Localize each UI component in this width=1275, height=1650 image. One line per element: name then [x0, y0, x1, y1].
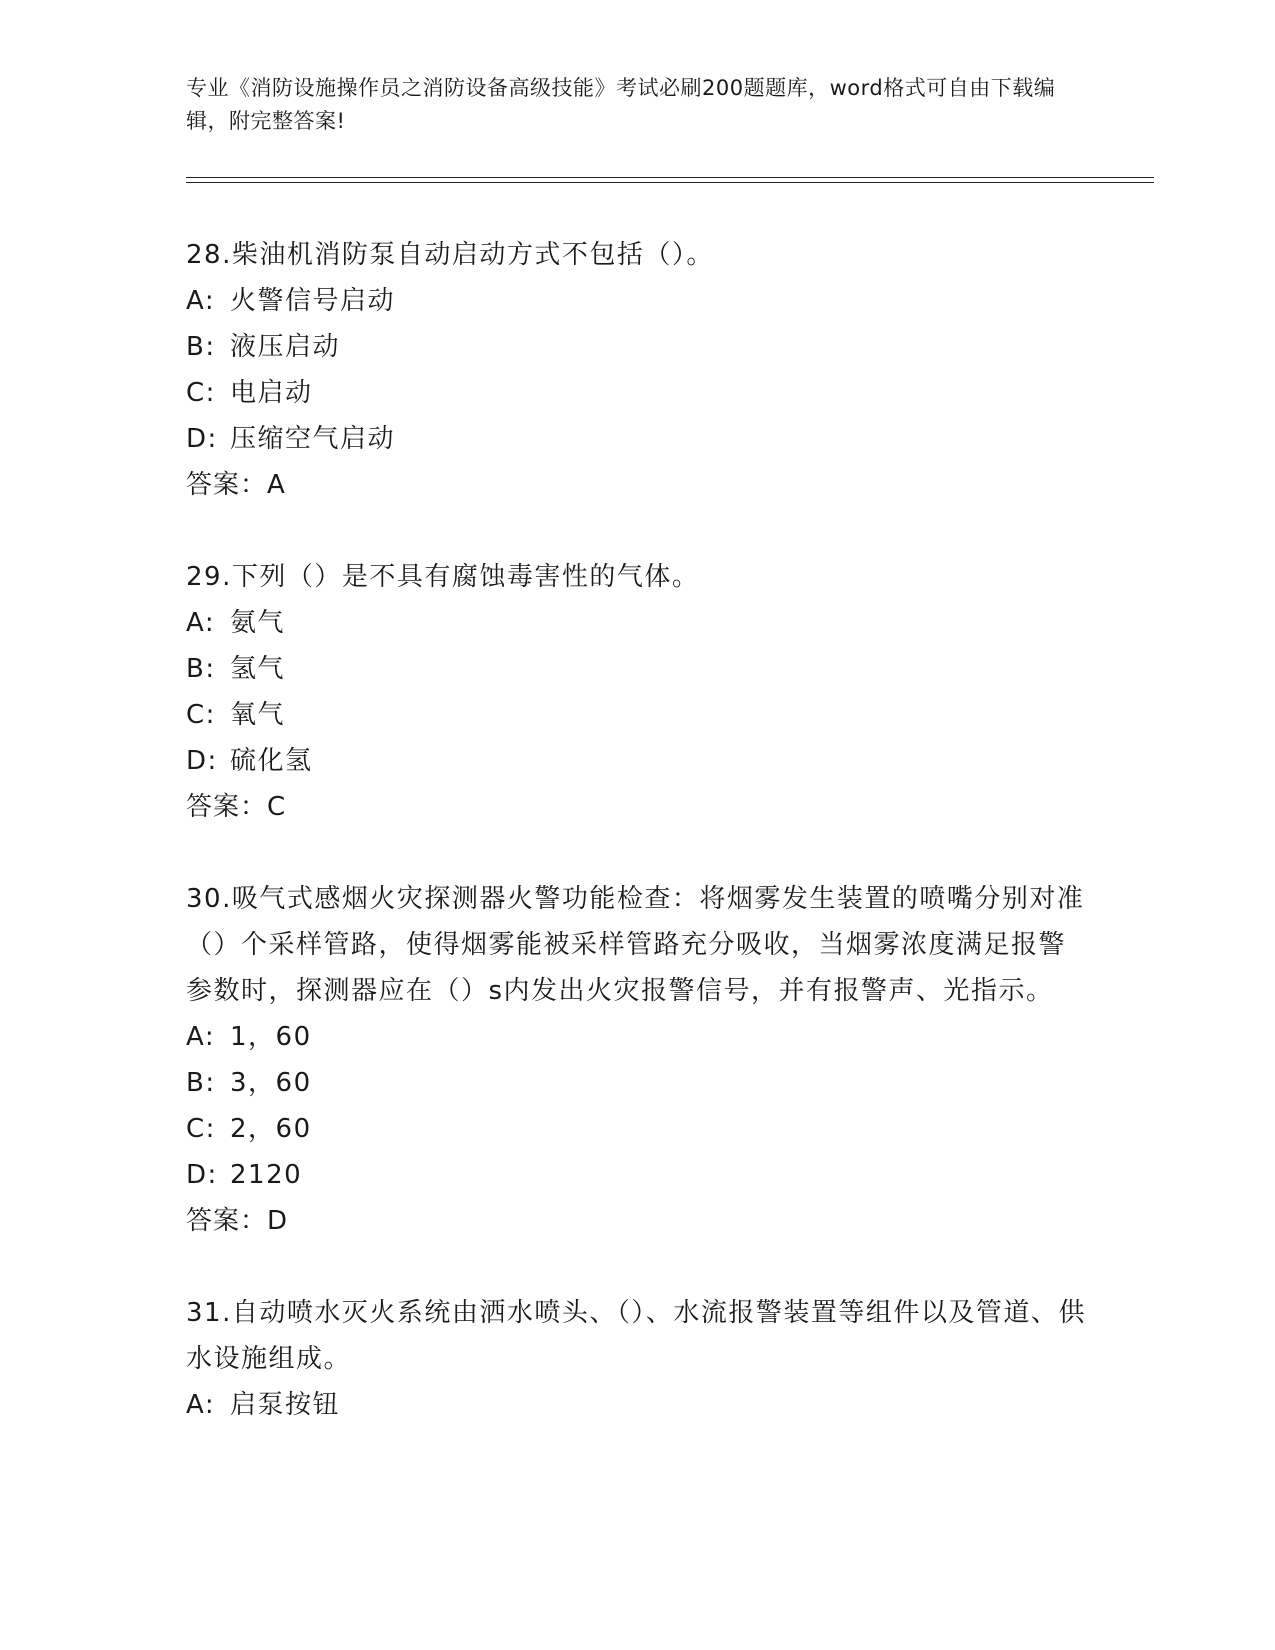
answer-line: 答案：A — [186, 470, 286, 500]
option-letter: C: — [186, 700, 216, 730]
answer-line: 答案：C — [186, 792, 287, 822]
option-text: 氨气 — [230, 608, 286, 638]
option-c — [186, 1106, 1086, 1152]
option-letter: D: — [186, 746, 218, 776]
option-text: 火警信号启动 — [230, 286, 396, 316]
option-text: 液压启动 — [230, 332, 341, 362]
question-31 — [186, 1290, 1086, 1428]
option-c — [186, 370, 1086, 416]
question-30 — [186, 876, 1086, 1244]
option-letter: B: — [186, 332, 216, 362]
option-text: 启泵按钮 — [230, 1390, 341, 1420]
option-letter: A: — [186, 1390, 216, 1420]
question-stem: 31.自动喷水灭火系统由洒水喷头、（）、水流报警装置等组件以及管道、供水设施组成。 — [186, 1298, 1086, 1374]
option-text: 氧气 — [230, 700, 286, 730]
option-a — [186, 278, 1086, 324]
question-stem: 28.柴油机消防泵自动启动方式不包括（）。 — [186, 240, 714, 270]
option-d — [186, 1152, 1086, 1198]
option-text: 压缩空气启动 — [230, 424, 396, 454]
option-text: 2，60 — [230, 1114, 312, 1144]
question-stem: 30.吸气式感烟火灾探测器火警功能检查：将烟雾发生装置的喷嘴分别对准（）个采样管路，使得烟雾能被采样管路充分吸收，当烟雾浓度满足报警参数时，探测器应在（）s内发出火灾报警信号，并有报警声、光指示。 — [186, 884, 1085, 1006]
option-d — [186, 738, 1086, 784]
question-stem: 29.下列（）是不具有腐蚀毒害性的气体。 — [186, 562, 700, 592]
option-letter: C: — [186, 1114, 216, 1144]
option-letter: D: — [186, 424, 218, 454]
option-letter: A: — [186, 286, 216, 316]
option-letter: B: — [186, 654, 216, 684]
header-rule-bottom — [186, 182, 1154, 183]
question-list — [186, 232, 1086, 1474]
option-letter: B: — [186, 1068, 216, 1098]
option-b — [186, 1060, 1086, 1106]
document-header: 专业《消防设施操作员之消防设备高级技能》考试必刷200题题库，word格式可自由下载编辑，附完整答案! — [186, 76, 1056, 133]
option-d — [186, 416, 1086, 462]
option-a — [186, 600, 1086, 646]
answer-line: 答案：D — [186, 1206, 289, 1236]
option-letter: A: — [186, 1022, 216, 1052]
question-28 — [186, 232, 1086, 508]
header-rule-top — [186, 177, 1154, 178]
question-29 — [186, 554, 1086, 830]
option-a — [186, 1382, 1086, 1428]
option-text: 氢气 — [230, 654, 286, 684]
option-text: 2120 — [230, 1160, 303, 1190]
option-letter: A: — [186, 608, 216, 638]
option-text: 3，60 — [230, 1068, 312, 1098]
option-text: 电启动 — [230, 378, 313, 408]
option-text: 1，60 — [230, 1022, 312, 1052]
option-letter: C: — [186, 378, 216, 408]
option-b — [186, 646, 1086, 692]
option-text: 硫化氢 — [230, 746, 313, 776]
option-a — [186, 1014, 1086, 1060]
option-b — [186, 324, 1086, 370]
option-c — [186, 692, 1086, 738]
option-letter: D: — [186, 1160, 218, 1190]
